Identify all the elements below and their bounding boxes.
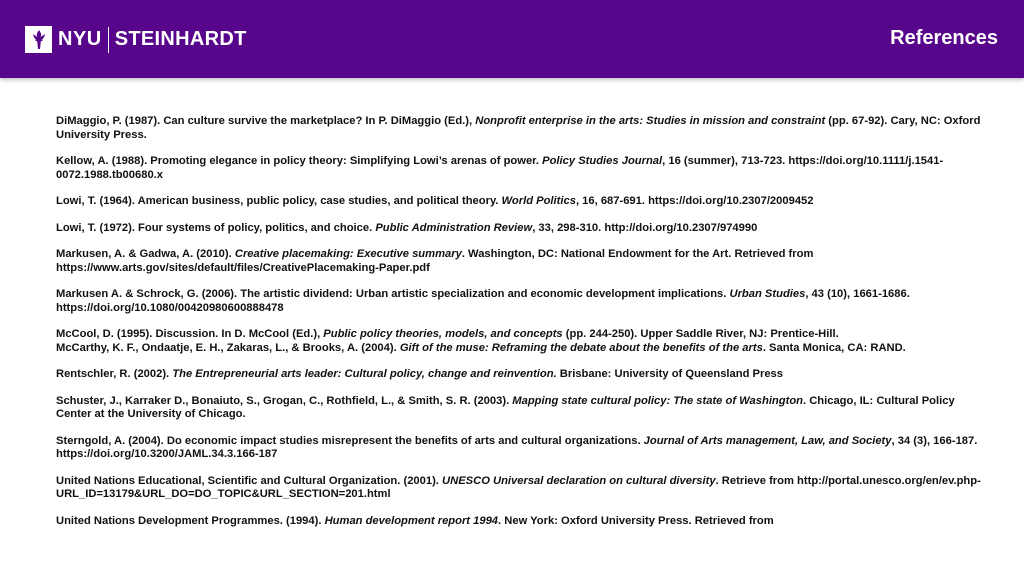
reference-text: , 33, 298-310. http://doi.org/10.2307/974990 <box>532 221 758 234</box>
reference-text: , 34 (3), 166-187. https://doi.org/10.3200/JAML.34.3.166-187 <box>56 434 978 460</box>
reference-title: Policy Studies Journal <box>542 155 663 167</box>
reference-item <box>56 248 986 275</box>
nyu-steinhardt-logo <box>25 26 247 53</box>
reference-text: United Nations Development Programmes. (1994). <box>56 514 325 527</box>
reference-text: Lowi, T. (1972). Four systems of policy, politics, and choice. <box>56 221 376 234</box>
reference-text: Brisbane: University of Queensland Press <box>556 368 783 380</box>
reference-text: . Santa Monica, CA: RAND. <box>762 341 906 354</box>
logo-divider <box>108 27 109 53</box>
reference-text: , 43 (10), 1661-1686. https://doi.org/10.1080/00420980600888478 <box>56 288 910 314</box>
reference-text: DiMaggio, P. (1987). Can culture survive the marketplace? In P. DiMaggio (Ed.), <box>56 115 476 127</box>
logo-nyu-text: NYU <box>58 28 102 50</box>
reference-text: (pp. 67-92). Cary, NC: Oxford University Press. <box>56 115 981 141</box>
reference-item <box>56 395 986 422</box>
reference-text: Markusen A. & Schrock, G. (2006). The artistic dividend: Urban artistic specialization and economic development implications. <box>56 288 730 300</box>
reference-title: Urban Studies <box>729 288 806 300</box>
reference-text: United Nations Educational, Scientific and Cultural Organization. (2001). <box>56 474 443 487</box>
reference-item <box>56 368 986 382</box>
reference-item <box>56 155 986 182</box>
reference-title: Human development report 1994 <box>324 514 499 527</box>
reference-text: , 16, 687-691. https://doi.org/10.2307/2009452 <box>575 195 814 207</box>
reference-title: World Politics <box>501 195 576 207</box>
reference-title: Mapping state cultural policy: The state of Washington <box>512 394 803 407</box>
reference-title: Public Administration Review <box>375 221 533 234</box>
reference-title: Nonprofit enterprise in the arts: Studies in mission and constraint <box>475 115 826 127</box>
torch-icon <box>25 26 52 53</box>
reference-text: , 16 (summer), 713-723. https://doi.org/10.1111/j.1541-0072.1988.tb00680.x <box>56 155 944 181</box>
reference-text: McCool, D. (1995). Discussion. In D. McCool (Ed.), <box>56 328 324 340</box>
reference-item <box>56 115 986 142</box>
reference-text: Sterngold, A. (2004). Do economic impact studies misrepresent the benefits of arts and cultural organizations. <box>56 434 644 447</box>
reference-text: . New York: Oxford University Press. Retrieved from <box>498 514 774 527</box>
reference-text: Markusen, A. & Gadwa, A. (2010). <box>56 248 235 260</box>
reference-item <box>56 222 986 236</box>
logo-steinhardt-text: STEINHARDT <box>114 28 247 50</box>
reference-text: Schuster, J., Karraker D., Bonaiuto, S., Grogan, C., Rothfield, L., & Smith, S. R. (2003). <box>56 394 513 407</box>
reference-item <box>56 475 986 502</box>
reference-title: Gift of the muse: Reframing the debate about the benefits of the arts <box>399 341 763 354</box>
reference-item <box>56 515 986 529</box>
reference-text: McCarthy, K. F., Ondaatje, E. H., Zakaras, L., & Brooks, A. (2004). <box>56 341 400 354</box>
reference-list <box>56 115 986 528</box>
reference-text: Rentschler, R. (2002). <box>56 368 173 380</box>
reference-title: Public policy theories, models, and concepts <box>323 328 563 340</box>
header-bar <box>0 0 1024 78</box>
reference-item <box>56 342 986 356</box>
reference-item <box>56 435 986 462</box>
reference-text: (pp. 244-250). Upper Saddle River, NJ: Prentice-Hill. <box>562 328 839 340</box>
reference-title: The Entrepreneurial arts leader: Cultural policy, change and reinvention. <box>172 368 557 380</box>
reference-title: Journal of Arts management, Law, and Society <box>643 434 892 447</box>
reference-title: Creative placemaking: Executive summary <box>234 248 462 260</box>
page-title: References <box>890 27 998 49</box>
reference-text: Kellow, A. (1988). Promoting elegance in policy theory: Simplifying Lowi’s arenas of power. <box>56 155 543 167</box>
reference-text: . Retrieve from http://portal.unesco.org/en/ev.php-URL_ID=13179&URL_DO=DO_TOPIC&URL_SECTION=201.html <box>56 474 981 500</box>
reference-item <box>56 328 986 342</box>
reference-text: . Washington, DC: National Endowment for the Art. Retrieved from https://www.arts.gov/sites/default/files/CreativePlacemaking-Paper.pdf <box>56 248 814 274</box>
reference-item <box>56 288 986 315</box>
reference-text: . Chicago, IL: Cultural Policy Center at the University of Chicago. <box>56 394 955 420</box>
reference-title: UNESCO Universal declaration on cultural diversity <box>442 474 716 487</box>
reference-item <box>56 195 986 209</box>
reference-text: Lowi, T. (1964). American business, public policy, case studies, and political theory. <box>56 195 502 207</box>
